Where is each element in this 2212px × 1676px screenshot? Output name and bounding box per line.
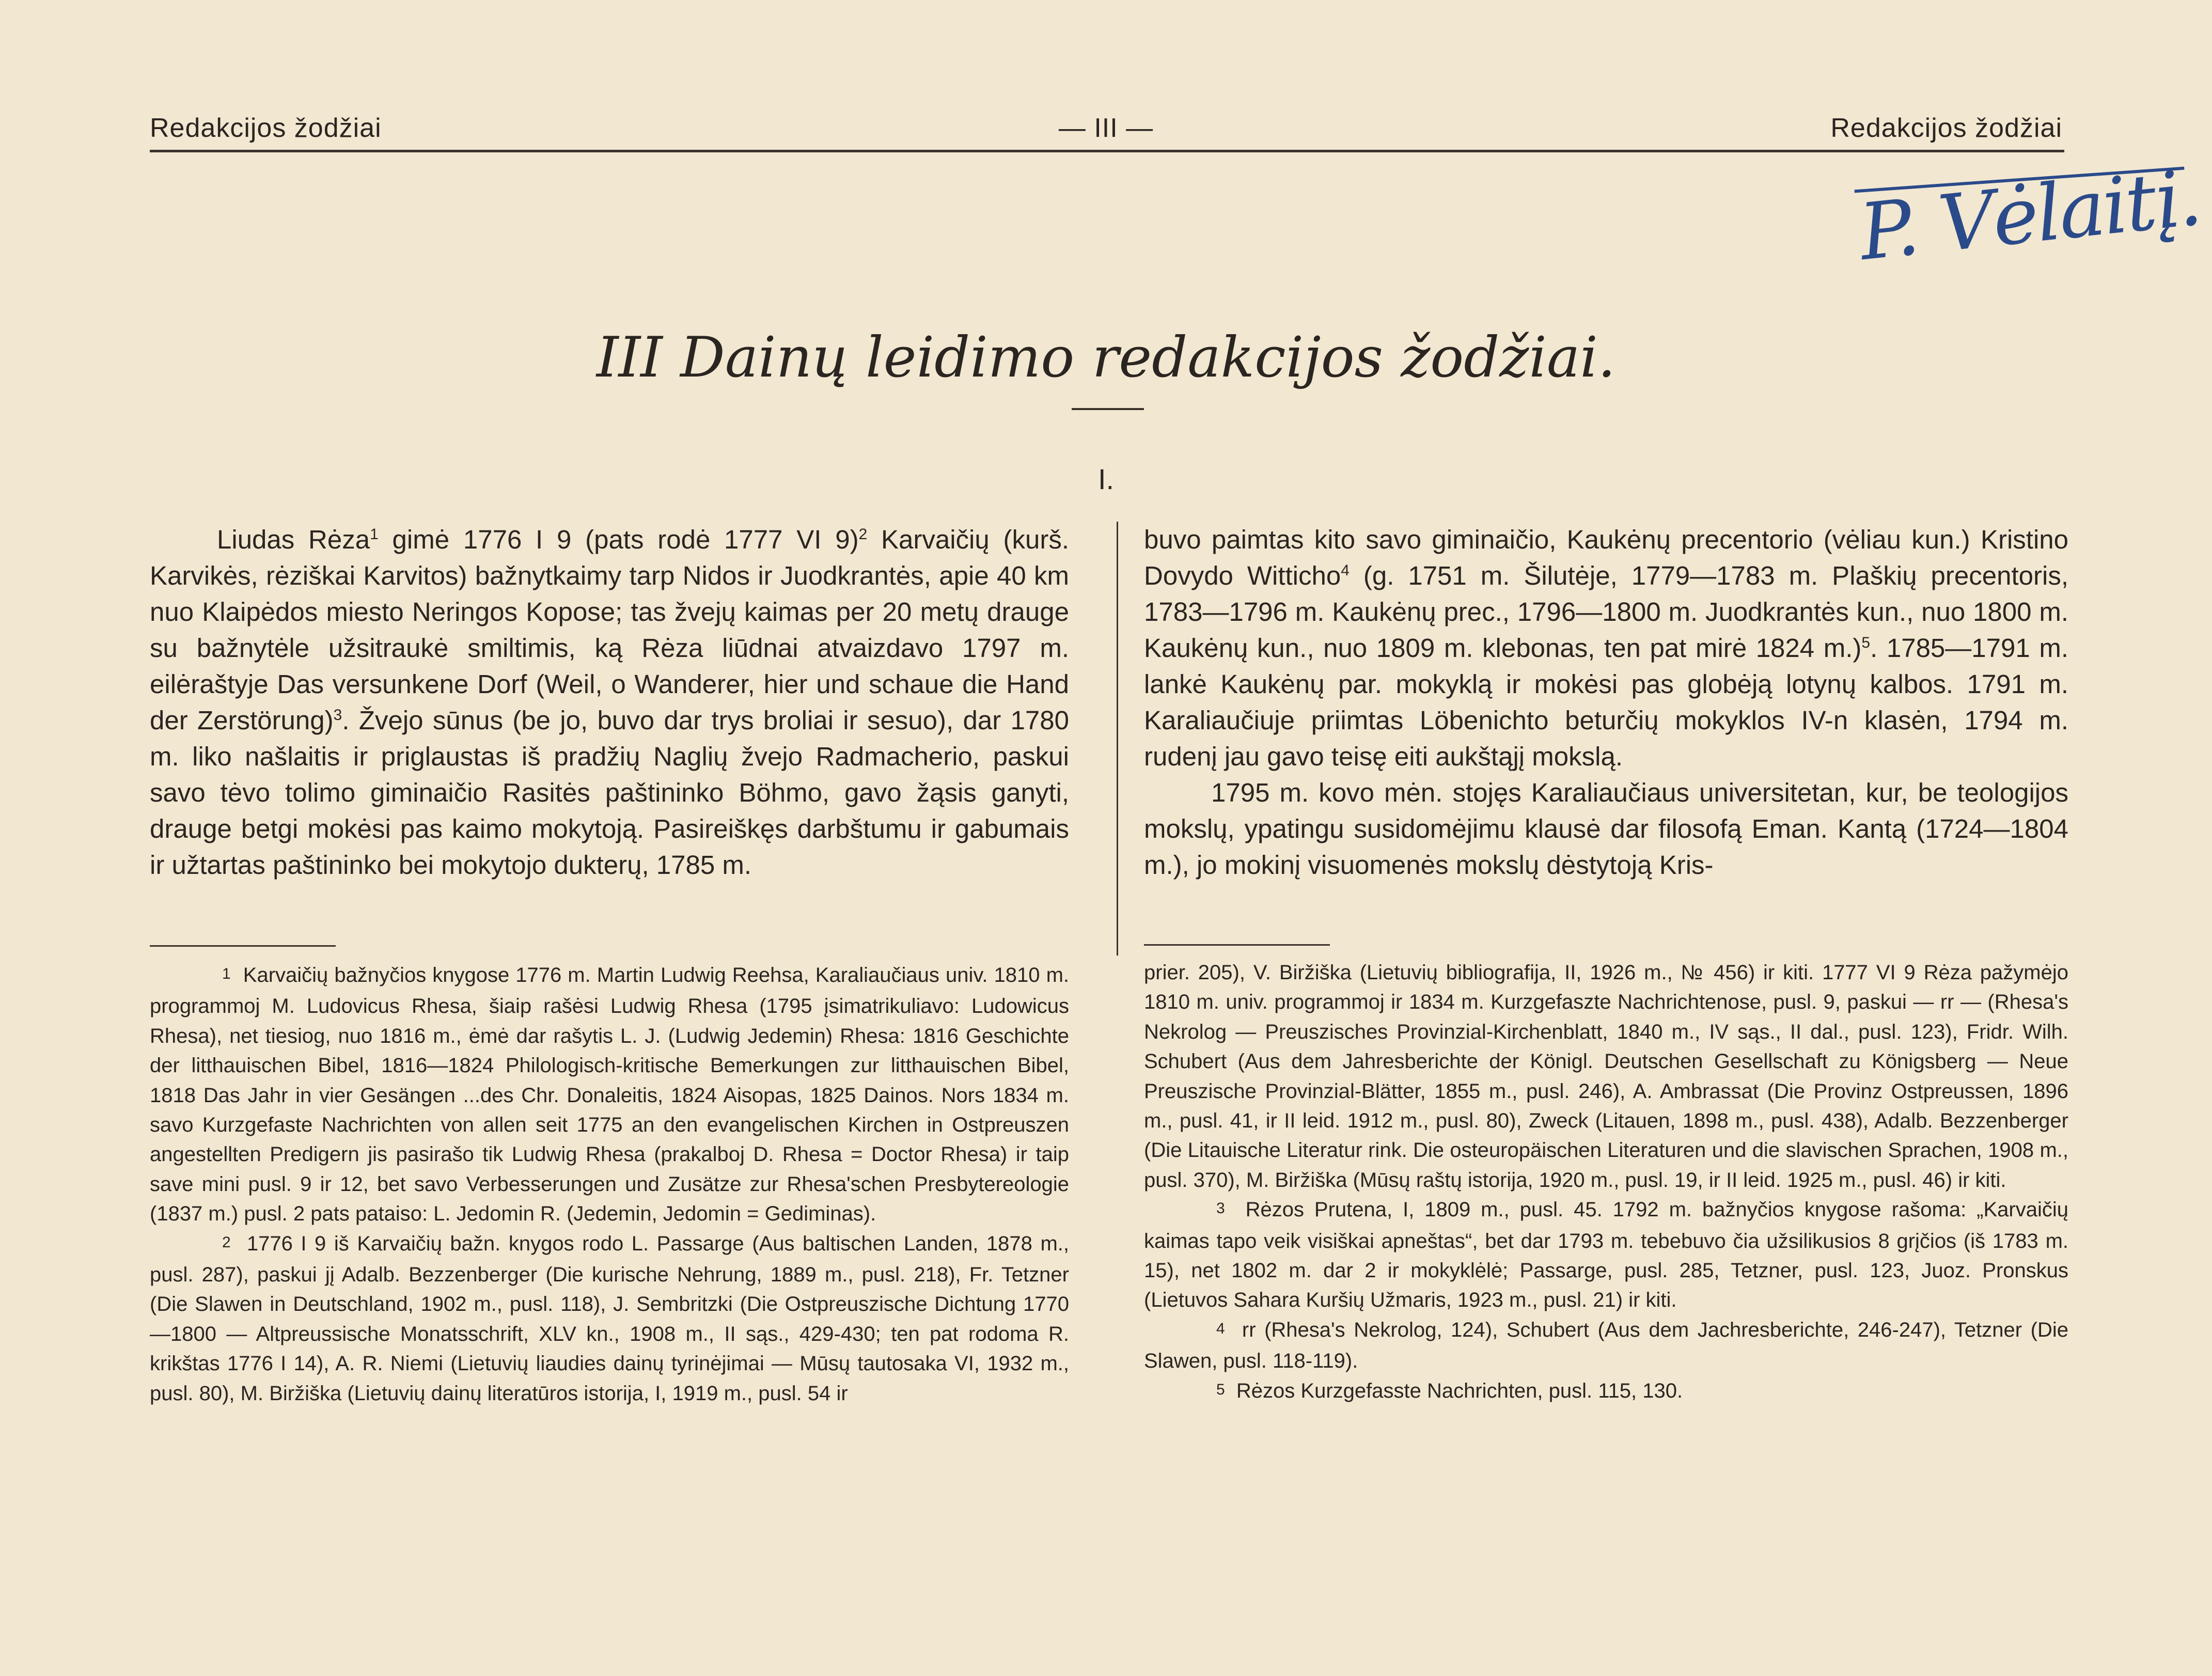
footnote-ref: 5 (1861, 634, 1871, 651)
footnote-continuation: prier. 205), V. Biržiška (Lietuvių bibliografija, II, 1926 m., № 456) ir kiti. 1777 VI 9 Rėza pažymėjo 1810 m. univ. programmoj ir 1834 m. Kurzgefaszte Nachrichtenose, pusl. 9, paskui — rr — (Rhesa's Nekrolog — Preuszisches Provinzial-Kirchenblatt, 1840 m., IV sąs., II dal., pusl. 123), Fridr. Wilh. Schubert (Aus dem Jahresberichte der Königl. Deutschen Gesellschaft zu Königsberg — Neue Preuszische Provinzial-Blätter, 1855 m., pusl. 246), A. Ambrassat (Die Provinz Ostpreussen, 1896 m., pusl. 41, ir II leid. 1912 m., pusl. 80), Zweck (Litauen, 1898 m., pusl. 438), Adalb. Bezzenberger (Die Litauische Literatur rink. Die osteuropäischen Literaturen und die slavischen Sprachen, 1908 m., pusl. 370), M. Biržiška (Mūsų raštų istorija, 1920 m., pusl. 19, ir II leid. 1925 m., pusl. 46) ir kiti. (1144, 961, 2068, 1192)
footnotes-right (1144, 958, 2068, 1407)
footnote (1144, 1195, 2068, 1315)
footnote-ref: 1 (370, 526, 379, 543)
right-column (1144, 522, 2068, 883)
footnote-mark: 2 (222, 1233, 231, 1251)
footnote (1144, 1376, 2068, 1407)
body-text: Liudas Rėza (217, 525, 370, 554)
body-text: . 1785—1791 m. lankė Kaukėnų par. mokyklą ir mokėsi pas globėją lotynų kalbos. 1791 m. Karaliaučiuje priimtas Löbenichto beturčių mokyklos IV-n klasėn, 1794 m. rudenį jau gavo teisę eiti aukštąjį mokslą. (1144, 633, 2068, 771)
handwritten-signature: P. Vėlaitį. (1855, 152, 2204, 278)
body-text: gimė 1776 I 9 (pats rodė 1777 VI 9) (378, 525, 859, 554)
footnote-mark: 1 (222, 965, 231, 982)
footnote-text: rr (Rhesa's Nekrolog, 124), Schubert (Aus dem Jachresberichte, 246-247), Tetzner (Die Slawen, pusl. 118-119). (1144, 1318, 2068, 1373)
running-head-left: Redakcijos žodžiai (150, 113, 382, 143)
footnote-text: Rėzos Kurzgefasste Nachrichten, pusl. 115, 130. (1236, 1379, 1683, 1402)
footnote-text: Rėzos Prutena, I, 1809 m., pusl. 45. 1792 m. bažnyčios knygose rašoma: „Karvaičių kaimas tapo veik visiškai apneštas“, bet dar 1793 m. tebebuvo čia užsilikusios 8 grįčios (iš 1783 m. 15), net 1802 m. dar 2 ir mokyklėlė; Passarge, pusl. 285, Tetzner, pusl. 123, Juoz. Pronskus (Lietuvos Sahara Kuršių Užmaris, 1923 m., pusl. 21) ir kiti. (1144, 1198, 2069, 1312)
body-paragraph (1144, 522, 2068, 775)
footnote-ref: 2 (858, 526, 868, 543)
footnote (150, 1229, 1069, 1408)
column-divider (1117, 522, 1118, 956)
left-column (150, 522, 1069, 883)
body-paragraph: 1795 m. kovo mėn. stojęs Karaliaučiaus universitetan, kur, be teologijos mokslų, ypatingu susidomėjimu klausė dar filosofą Eman. Kantą (1724—1804 m.), jo mokinį visuomenės mokslų dėstytoją Kris- (1144, 778, 2068, 880)
running-head-right: Redakcijos žodžiai (1830, 113, 2062, 143)
section-number: I. (1097, 463, 1115, 495)
header-rule (150, 150, 2064, 152)
page-title: III Dainų leidimo redakcijos žodžiai. (596, 325, 1616, 390)
footnote-rule-right (1144, 944, 1330, 946)
footnote-text: Karvaičių bažnyčios knygose 1776 m. Martin Ludwig Reehsa, Karaliaučiaus univ. 1810 m. programmoj M. Ludovicus Rhesa, šiaip rašėsi Ludwig Rhesa (1795 įsimatrikuliavo: Ludowicus Rhesa), net tiesiog, nuo 1816 m., ėmė dar rašytis L. J. (Ludwig Jedemin) Rhesa: 1816 Geschichte der litthauischen Bibel, 1816—1824 Philologisch-kritische Bemerkungen zur litthauischen Bibel, 1818 Das Jahr in vier Gesängen ...des Chr. Donaleitis, 1824 Aisopas, 1825 Dainos. Nors 1834 m. savo Kurzgefaste Nachrichten von allen seit 1775 an den evangelischen Kirchen in Ostpreuszen angestellten Predigern jis pasirašo tik Ludwig Rhesa (prakalboj D. Rhesa = Doctor Rhesa) ir taip save mini pusl. 9 ir 12, bet savo Verbesserungen und Zusätze zur Rhesa'schen Presbytereologie (1837 m.) pusl. 2 pats pataiso: L. Jedomin R. (Jedemin, Jedomin = Gediminas). (150, 964, 1069, 1226)
body-paragraph (150, 522, 1069, 883)
footnote (150, 961, 1069, 1229)
footnotes-left (150, 961, 1069, 1408)
title-rule (1072, 408, 1144, 410)
footnote-mark: 3 (1216, 1200, 1225, 1217)
footnote-mark: 5 (1216, 1381, 1225, 1398)
footnote-text: 1776 I 9 iš Karvaičių bažn. knygos rodo L. Passarge (Aus baltischen Landen, 1878 m., pusl. 287), paskui jį Adalb. Bezzenberger (Die kurische Nehrung, 1889 m., pusl. 218), Fr. Tetzner (Die Slawen in Deutschland, 1902 m., pusl. 118), J. Sembritzki (Die Ostpreuszische Dichtung 1770—1800 — Altpreussische Monatsschrift, XLV kn., 1908 m., II sąs., 429-430; ten pat rodoma R. krikštas 1776 I 14), A. R. Niemi (Lietuvių liaudies dainų tyrinėjimai — Mūsų tautosaka VI, 1932 m., pusl. 80), M. Biržiška (Lietuvių dainų literatūros istorija, I, 1919 m., pusl. 54 ir (150, 1232, 1069, 1405)
page-number: — III — (1058, 113, 1154, 143)
footnote-mark: 4 (1216, 1320, 1225, 1337)
body-text: buvo paimtas kito savo giminaičio, Kaukėnų precentorio (vėliau kun.) Kristino Dovydo Witticho (1144, 525, 2068, 590)
body-text: Karvaičių (kurš. Karvikės, rėziškai Karvitos) bažnytkaimy tarp Nidos ir Juodkrantės, apie 40 km nuo Klaipėdos miesto Neringos Kopose; tas žvejų kaimas per 20 metų drauge su bažnytėle užsitraukė smiltimis, ką Rėza liūdnai atvaizdavo 1797 m. eilėraštyje Das versunkene Dorf (Weil, o Wanderer, hier und schaue die Hand der Zerstörung) (150, 525, 1070, 735)
body-text: . Žvejo sūnus (be jo, buvo dar trys broliai ir sesuo), dar 1780 m. liko našlaitis ir priglaustas iš pradžių Naglių žvejo Radmacherio, paskui savo tėvo tolimo giminaičio Rasitės paštininko Böhmo, gavo žąsis ganyti, drauge betgi mokėsi pas kaimo mokytoją. Pasireiškęs darbštumu ir gabumais ir užtartas paštininko bei mokytojo dukterų, 1785 m. (150, 706, 1069, 880)
body-text: (g. 1751 m. Šilutėje, 1779—1783 m. Plaškių precentoris, 1783—1796 m. Kaukėnų prec., 1796—1800 m. Juodkrantės kun., nuo 1800 m. Kaukėnų kun., nuo 1809 m. klebonas, ten pat mirė 1824 m.) (1144, 561, 2068, 663)
footnote-ref: 3 (333, 707, 342, 724)
footnote (1144, 1315, 2068, 1376)
footnote-rule-left (150, 945, 336, 947)
footnote-ref: 4 (1341, 562, 1350, 579)
